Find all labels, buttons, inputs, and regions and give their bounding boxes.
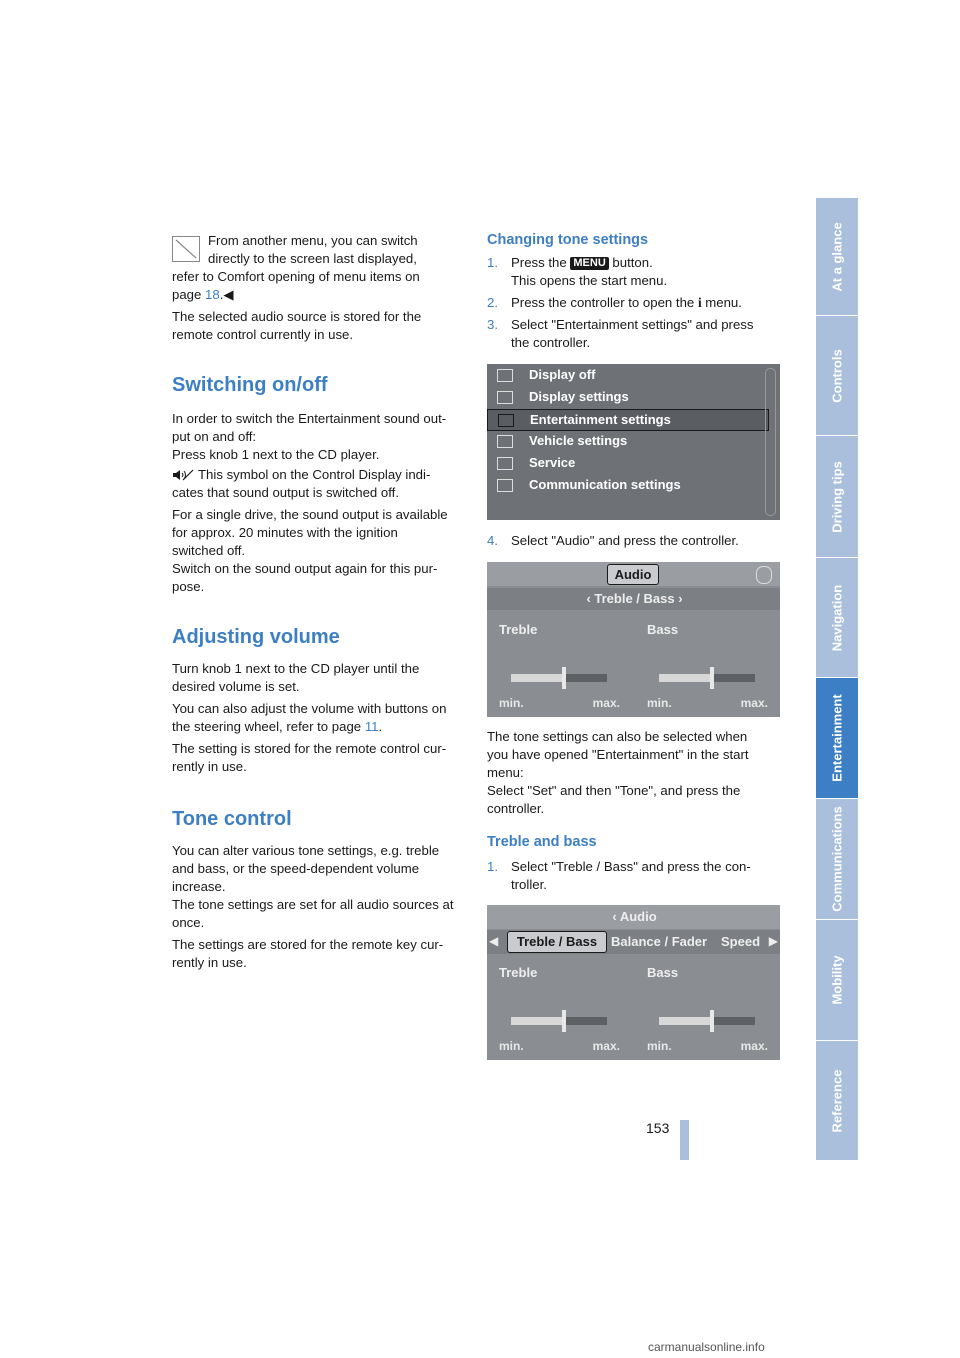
tone-p1-line4: The tone settings are set for all audio sources at [172,897,454,912]
vehicle-settings-icon [497,435,513,448]
note-line2: directly to the screen last displayed, [208,251,417,266]
volume-p1-line2: desired volume is set. [172,679,300,694]
switching-p2-line2: cates that sound output is switched off. [172,485,400,500]
audio-subheader[interactable]: ‹ Treble / Bass › [487,588,780,610]
side-tab-reference[interactable]: Reference [816,1041,858,1161]
page-link-11[interactable]: 11 [364,719,379,734]
tb-step-1: 1. Select "Treble / Bass" and press the con- troller. [487,859,751,892]
menu-scrollbar[interactable] [765,368,776,516]
bass-panel-2[interactable]: Bass min. max. [635,955,780,1060]
side-tab-at-a-glance[interactable]: At a glance [816,198,858,316]
tab-scroll-left-icon[interactable]: ◀ [489,934,499,948]
bass-slider-2[interactable] [659,1017,755,1025]
chevron-right-icon: › [674,591,683,606]
switching-p1-line1: In order to switch the Entertainment sound out- [172,411,447,426]
tone-p1-line2: and bass, or the speed-dependent volume [172,861,420,876]
sound-off-icon [172,468,194,480]
step-3: 3. Select "Entertainment settings" and press the controller. [487,317,754,350]
menu-item-service[interactable]: Service [487,453,767,475]
footer-watermark: carmanualsonline.info [648,1340,765,1354]
side-tab-entertainment[interactable]: Entertainment [816,678,858,799]
treble-panel-2[interactable]: Treble min. max. [487,955,632,1060]
switching-p1-line3: Press knob 1 next to the CD player. [172,447,380,462]
switching-p3-line2: for approx. 20 minutes with the ignition [172,525,398,540]
page-link-18[interactable]: 18 [205,287,220,302]
audio-tab[interactable]: Audio [607,564,659,585]
page-marker-bar [680,1120,689,1160]
alt-line3: menu: [487,765,524,780]
menu-item-entertainment-settings[interactable]: Entertainment settings [487,409,769,431]
note-line4: page 18.◀ [172,287,234,302]
volume-heading: Adjusting volume [172,626,340,648]
menu-key-icon: MENU [570,257,608,270]
menu-item-display-off[interactable]: Display off [487,365,767,387]
tone-p2-line1: The settings are stored for the remote key cur- [172,937,444,952]
chevron-left-icon: ‹ [586,591,595,606]
volume-p3-line1: The setting is stored for the remote control cur- [172,741,447,756]
alt-line5: controller. [487,801,545,816]
switching-p2-line1: This symbol on the Control Display indi- [198,467,431,482]
volume-p2-line1: You can also adjust the volume with buttons on [172,701,447,716]
treble-bass-heading: Treble and bass [487,834,597,850]
note-line1: From another menu, you can switch [208,233,418,248]
tab-balance-fader[interactable]: Balance / Fader [611,934,708,949]
bass-slider-handle[interactable] [710,667,714,689]
tab-speed[interactable]: Speed [721,934,761,949]
step-4: 4. Select "Audio" and press the controller. [487,533,739,548]
side-tab-mobility[interactable]: Mobility [816,920,858,1041]
note-icon [172,236,200,262]
switching-p1-line2: put on and off: [172,429,257,444]
switching-p3-line3: switched off. [172,543,246,558]
bass-slider[interactable] [659,674,755,682]
side-tab-communications[interactable]: Communications [816,799,858,920]
audio-header: ‹ Audio [487,905,780,929]
step-1: 1. Press the MENU button. This opens the start menu. [487,255,668,288]
screen-treble-bass [487,905,780,1060]
menu-item-vehicle-settings[interactable]: Vehicle settings [487,431,767,453]
tone-p1-line1: You can alter various tone settings, e.g. treble [172,843,440,858]
page-number: 153 [646,1120,670,1136]
audio-source-line1: The selected audio source is stored for the [172,309,422,324]
note-line3: refer to Comfort opening of menu items on [172,269,420,284]
tone-p1-line5: once. [172,915,205,930]
volume-p1-line1: Turn knob 1 next to the CD player until the [172,661,420,676]
tone-p2-line2: rently in use. [172,955,247,970]
volume-p2-line2: the steering wheel, refer to page 11. [172,719,383,734]
side-tab-navigation[interactable]: Navigation [816,558,858,678]
tone-p1-line3: increase. [172,879,226,894]
display-off-icon [497,369,513,382]
switching-heading: Switching on/off [172,374,328,396]
entertainment-settings-icon [498,414,514,427]
bass-panel[interactable]: Bass min. max. [635,612,780,717]
communication-icon [497,479,513,492]
bass-slider-handle-2[interactable] [710,1010,714,1032]
switching-p3-line4: Switch on the sound output again for this pur- [172,561,438,576]
treble-slider-handle-2[interactable] [562,1010,566,1032]
alt-line1: The tone settings can also be selected when [487,729,748,744]
display-settings-icon [497,391,513,404]
chevron-left-icon: ‹ [612,909,620,924]
step-2: 2. Press the controller to open the i menu. [487,295,742,310]
audio-source-line2: remote control currently in use. [172,327,354,342]
screen-start-menu [487,364,780,520]
alt-line4: Select "Set" and then "Tone", and press the [487,783,741,798]
treble-slider-handle[interactable] [562,667,566,689]
alt-line2: you have opened "Entertainment" in the start [487,747,749,762]
volume-p3-line2: rently in use. [172,759,247,774]
treble-slider[interactable] [511,674,607,682]
switching-p3-line1: For a single drive, the sound output is available [172,507,448,522]
side-tab-controls[interactable]: Controls [816,316,858,436]
menu-item-display-settings[interactable]: Display settings [487,387,767,409]
treble-panel[interactable]: Treble min. max. [487,612,632,717]
changing-heading: Changing tone settings [487,232,649,248]
settings-arrows-icon [756,566,772,584]
switching-p3-line5: pose. [172,579,205,594]
side-tab-driving-tips[interactable]: Driving tips [816,436,858,558]
menu-item-communication-settings[interactable]: Communication settings [487,475,767,497]
tab-scroll-right-icon[interactable]: ▶ [768,934,778,948]
tone-heading: Tone control [172,808,292,830]
side-tab-nav [816,198,858,1160]
info-i-icon: i [697,295,702,310]
car-service-icon [497,457,513,470]
screen-audio [487,562,780,717]
treble-slider-2[interactable] [511,1017,607,1025]
tab-treble-bass[interactable]: Treble / Bass [507,931,607,953]
